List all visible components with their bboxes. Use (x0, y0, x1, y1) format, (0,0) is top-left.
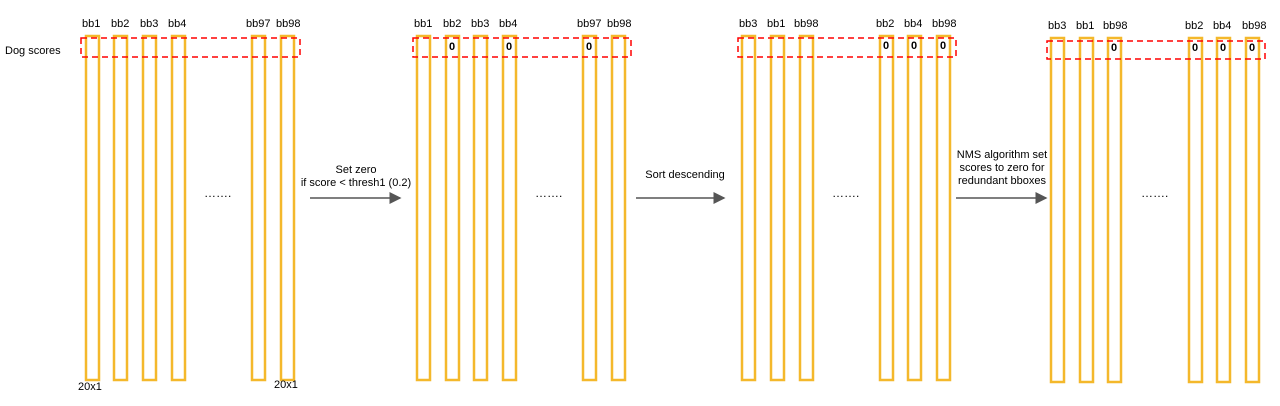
ellipsis: ……. (204, 186, 232, 200)
zero-score: 0 (1111, 42, 1118, 54)
bbox-label: bb97 (577, 18, 602, 30)
bbox-column (172, 36, 185, 380)
bbox-column (86, 36, 99, 380)
bbox-column (742, 36, 755, 380)
bbox-column (252, 36, 265, 380)
caption-line: Sort descending (645, 169, 725, 181)
caption-line: if score < thresh1 (0.2) (300, 177, 412, 189)
bbox-column (800, 36, 813, 380)
bbox-label: bb98 (1103, 20, 1128, 32)
bbox-column (143, 36, 156, 380)
bbox-column (937, 36, 950, 380)
caption-line: scores to zero for (959, 162, 1045, 174)
bbox-column (281, 36, 294, 380)
bbox-label: bb4 (499, 18, 518, 30)
bbox-label: bb98 (276, 18, 301, 30)
stage-2 (413, 36, 631, 380)
bbox-label: bb4 (168, 18, 187, 30)
bbox-column (1217, 38, 1230, 382)
bbox-label: bb2 (876, 18, 895, 30)
bbox-column (474, 36, 487, 380)
bbox-label: bb3 (140, 18, 159, 30)
bbox-column (417, 36, 430, 380)
ellipsis: ……. (1141, 186, 1169, 200)
caption-line: NMS algorithm set (956, 149, 1048, 161)
bbox-column (583, 36, 596, 380)
bbox-column (1080, 38, 1093, 382)
caption-line: redundant bboxes (957, 175, 1047, 187)
bbox-column (1108, 38, 1121, 382)
bbox-label: bb97 (246, 18, 271, 30)
stage-1 (81, 36, 300, 380)
bbox-label: bb1 (767, 18, 786, 30)
bbox-label: bb4 (904, 18, 923, 30)
zero-score: 0 (586, 41, 593, 53)
zero-score: 0 (940, 40, 947, 52)
caption-line: Set zero (335, 164, 377, 176)
bbox-label: bb3 (1048, 20, 1067, 32)
stage-4 (1047, 38, 1265, 382)
step-caption-sort (630, 169, 740, 182)
dimension-label: 20x1 (78, 381, 102, 393)
zero-score: 0 (883, 40, 890, 52)
bbox-column (1189, 38, 1202, 382)
bbox-label: bb3 (739, 18, 758, 30)
bbox-column (880, 36, 893, 380)
bbox-column (503, 36, 516, 380)
bbox-label: bb2 (111, 18, 130, 30)
zero-score: 0 (911, 40, 918, 52)
ellipsis: ……. (535, 186, 563, 200)
step-caption-set-zero (300, 164, 412, 190)
bbox-label: bb2 (1185, 20, 1204, 32)
bbox-label: bb1 (82, 18, 101, 30)
zero-score: 0 (506, 41, 513, 53)
bbox-label: bb98 (932, 18, 957, 30)
dimension-label: 20x1 (274, 379, 298, 391)
bbox-label: bb2 (443, 18, 462, 30)
step-caption-nms (948, 149, 1056, 188)
zero-score: 0 (1220, 42, 1227, 54)
zero-score: 0 (1192, 42, 1199, 54)
bbox-column (1051, 38, 1064, 382)
bbox-label: bb98 (1242, 20, 1267, 32)
zero-score: 0 (449, 41, 456, 53)
bbox-column (114, 36, 127, 380)
stage-3 (738, 36, 956, 380)
bbox-label: bb98 (607, 18, 632, 30)
bbox-column (771, 36, 784, 380)
bbox-column (1246, 38, 1259, 382)
bbox-label: bb1 (414, 18, 433, 30)
bbox-label: bb98 (794, 18, 819, 30)
bbox-column (446, 36, 459, 380)
bbox-label: bb3 (471, 18, 490, 30)
zero-score: 0 (1249, 42, 1256, 54)
bbox-label: bb4 (1213, 20, 1232, 32)
bbox-column (908, 36, 921, 380)
bbox-label: bb1 (1076, 20, 1095, 32)
row-label: Dog scores (5, 45, 61, 57)
bbox-column (612, 36, 625, 380)
ellipsis: ……. (832, 186, 860, 200)
